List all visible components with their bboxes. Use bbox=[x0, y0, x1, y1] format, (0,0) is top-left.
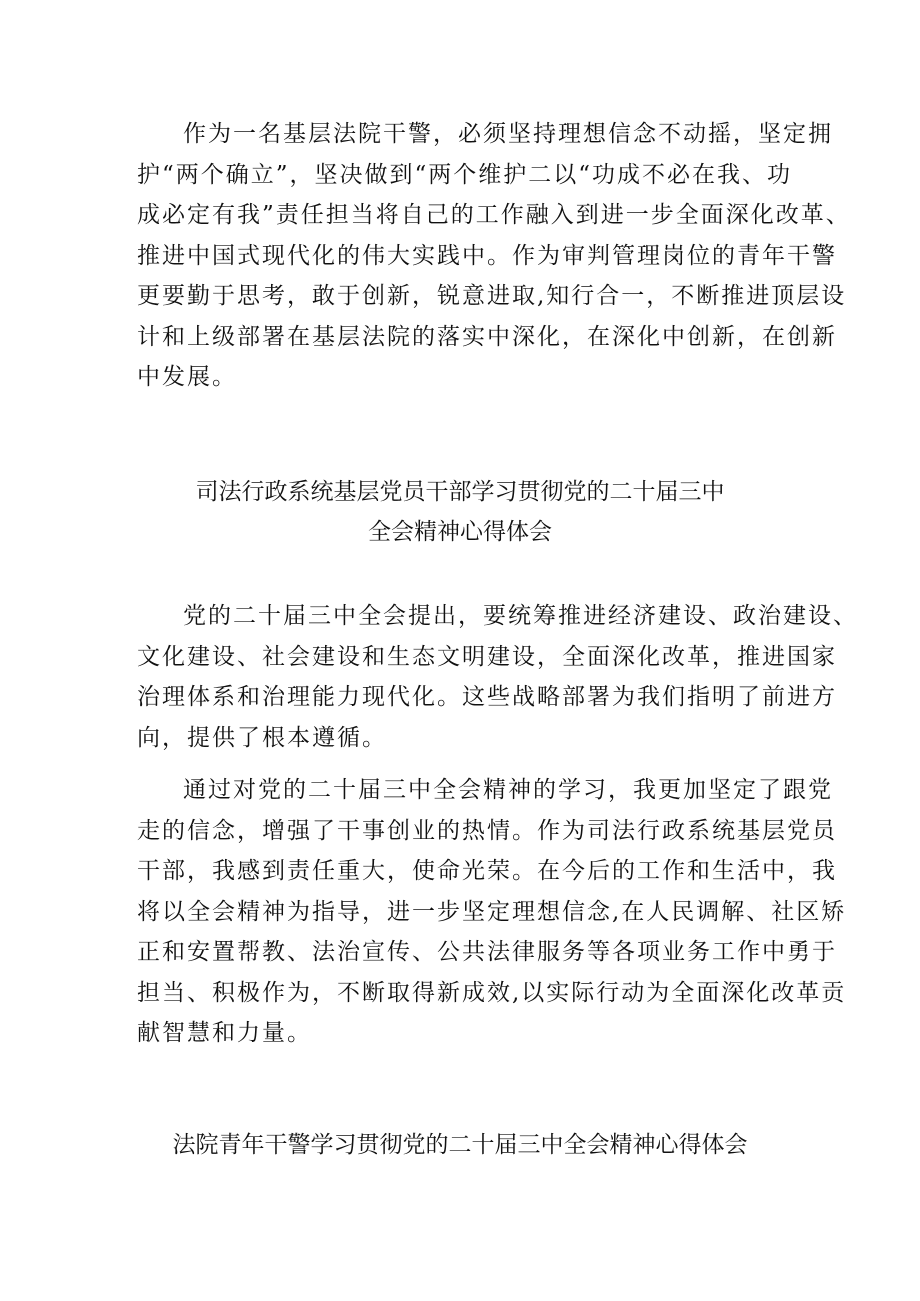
text-line: 更要勤于思考，敢于创新，锐意进取,知行合一，不断推进顶层设 bbox=[137, 283, 847, 309]
paragraph-section2-1 bbox=[137, 596, 858, 758]
paragraph-article-tail bbox=[137, 114, 851, 398]
section-title bbox=[0, 472, 920, 552]
title-line: 司法行政系统基层党员干部学习贯彻党的二十届三中 bbox=[195, 479, 725, 505]
text-line: 作为一名基层法院干警，必须坚持理想信念不动摇，坚定拥 bbox=[183, 121, 833, 147]
text-line: 中发展。 bbox=[137, 364, 237, 390]
text-line: 正和安置帮教、法治宣传、公共法律服务等各项业务工作中勇于 bbox=[137, 939, 837, 965]
text-line: 护“两个确立”，坚决做到“两个维护二以“功成不必在我、功 bbox=[137, 161, 793, 188]
text-line: 计和上级部署在基层法院的落实中深化，在深化中创新，在创新 bbox=[137, 323, 837, 350]
text-line: 干部，我感到责任重大，使命光荣。在今后的工作和生活中，我 bbox=[137, 858, 837, 884]
text-line: 党的二十届三中全会提出，要统筹推进经济建设、政治建设、 bbox=[183, 603, 858, 629]
title-line: 全会精神心得体会 bbox=[368, 519, 552, 545]
text-line: 走的信念，增强了干事创业的热情。作为司法行政系统基层党员 bbox=[137, 817, 837, 844]
section-title bbox=[0, 1125, 920, 1165]
text-line: 成必定有我”责任担当将自己的工作融入到进一步全面深化改革、 bbox=[137, 202, 851, 228]
text-line: 担当、积极作为，不断取得新成效,以实际行动为全面深化改革贡 bbox=[137, 979, 847, 1006]
text-line: 通过对党的二十届三中全会精神的学习，我更加坚定了跟党 bbox=[183, 777, 833, 803]
text-line: 献智慧和力量。 bbox=[137, 1020, 312, 1046]
text-line: 治理体系和治理能力现代化。这些战略部署为我们指明了前进方 bbox=[137, 684, 837, 710]
text-line: 将以全会精神为指导，进一步坚定理想信念,在人民调解、社区矫 bbox=[137, 898, 847, 925]
text-line: 文化建设、社会建设和生态文明建设，全面深化改革，推进国家 bbox=[137, 643, 837, 670]
title-line: 法院青年干警学习贯彻党的二十届三中全会精神心得体会 bbox=[172, 1132, 748, 1158]
text-line: 向，提供了根本遵循。 bbox=[137, 724, 387, 751]
text-line: 推进中国式现代化的伟大实践中。作为审判管理岗位的青年干警 bbox=[137, 242, 837, 269]
paragraph-section2-2 bbox=[137, 770, 847, 1054]
